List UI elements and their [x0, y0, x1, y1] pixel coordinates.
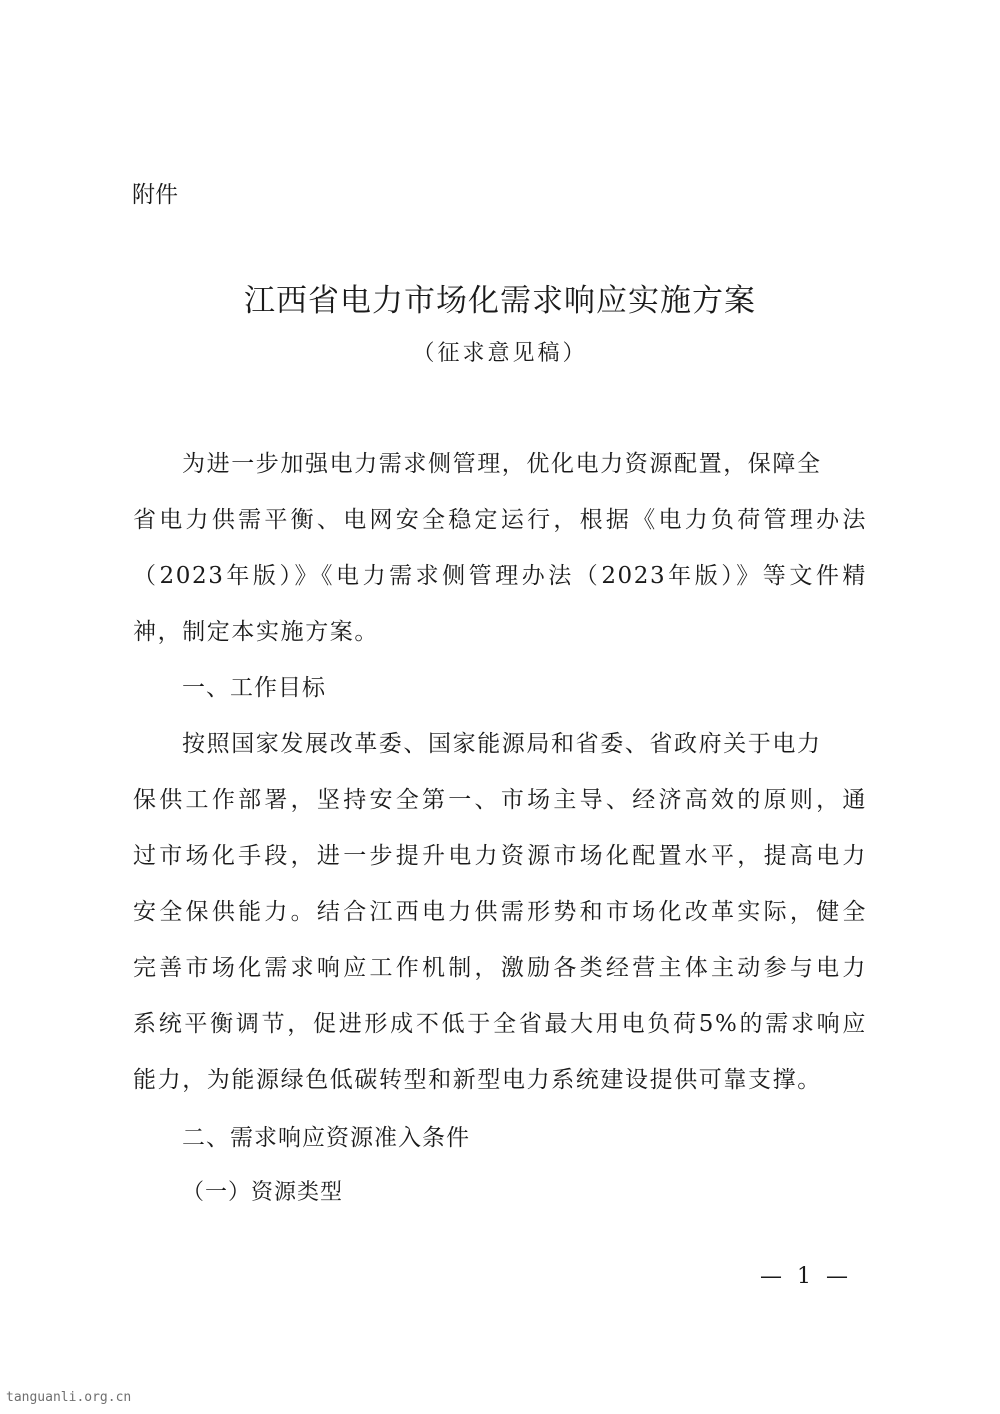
paragraph-1-line-1: 为进一步加强电力需求侧管理，优化电力资源配置，保障全: [182, 451, 822, 477]
paragraph-2-line-2: 保供工作部署，坚持安全第一、市场主导、经济高效的原则，通: [133, 787, 867, 813]
paragraph-1-line-3: （2023年版）》《电力需求侧管理办法（2023年版）》等文件精: [133, 563, 867, 589]
document-title: 江西省电力市场化需求响应实施方案: [244, 283, 756, 319]
paragraph-2-line-7: 能力，为能源绿色低碳转型和新型电力系统建设提供可靠支撑。: [133, 1067, 822, 1093]
paragraph-1-line-2: 省电力供需平衡、电网安全稳定运行，根据《电力负荷管理办法: [133, 507, 867, 533]
paragraph-2-line-1: 按照国家发展改革委、国家能源局和省委、省政府关于电力: [182, 731, 822, 757]
paragraph-2-line-5: 完善市场化需求响应工作机制，激励各类经营主体主动参与电力: [133, 955, 867, 981]
section-2-heading: 二、需求响应资源准入条件: [182, 1125, 470, 1151]
paragraph-2-line-3: 过市场化手段，进一步提升电力资源市场化配置水平，提高电力: [133, 843, 867, 869]
document-subtitle: （征求意见稿）: [412, 341, 588, 366]
paragraph-2-line-6: 系统平衡调节，促进形成不低于全省最大用电负荷5%的需求响应: [133, 1011, 867, 1037]
attachment-label: 附件: [132, 182, 178, 208]
paragraph-2-line-4: 安全保供能力。结合江西电力供需形势和市场化改革实际，健全: [133, 899, 867, 925]
paragraph-1-line-4: 神，制定本实施方案。: [133, 619, 379, 645]
watermark-text: tanguanli.org.cn: [6, 1390, 132, 1405]
subsection-1-heading: （一）资源类型: [182, 1180, 344, 1205]
section-1-heading: 一、工作目标: [182, 675, 326, 701]
page-number: — 1 —: [760, 1264, 852, 1289]
